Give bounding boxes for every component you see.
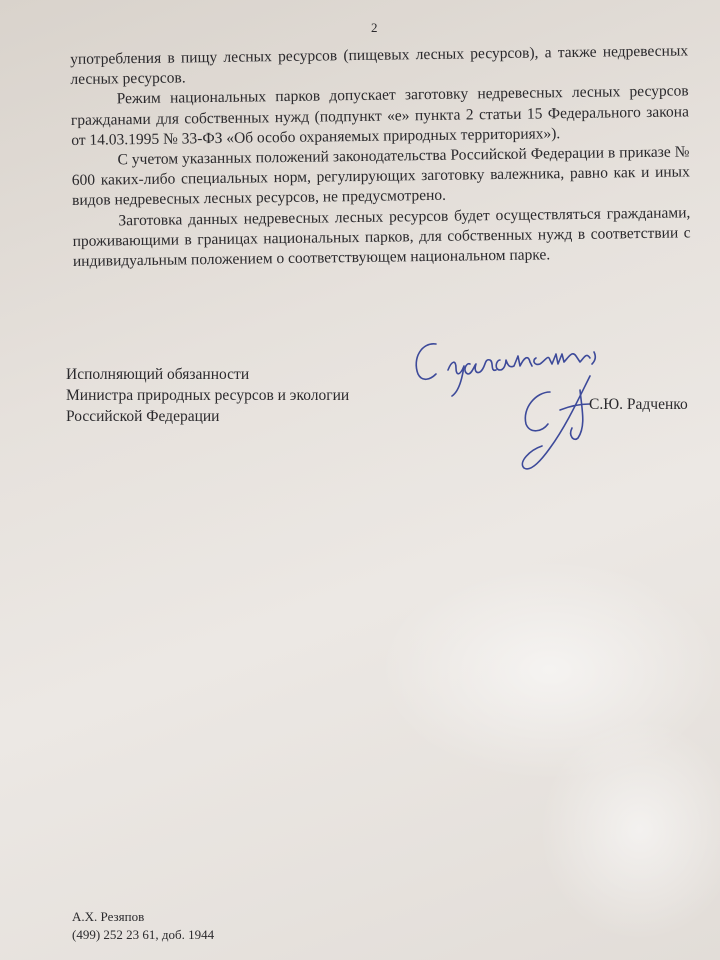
paragraph: С учетом указанных положений законодательства Российской Федерации в приказе № 600 каких-либо специальных норм, регулирующих заготовку валежника, равно как и иных видов недревесных лесных ресурсов, не предусмотрено. [71,143,690,210]
paragraph: Заготовка данных недревесных лесных ресурсов будет осуществляться гражданами, проживающими в границах национальных парков, для собственных нужд в соответствии с индивидуальным положением о соответствующем национальном парке. [72,203,691,271]
executor-name: А.Х. Резяпов [72,909,145,924]
signer-name: С.Ю. Радченко [589,396,688,413]
signature-stroke [592,352,595,364]
paragraph: употребления в пищу лесных ресурсов (пищевых лесных ресурсов), а также недревесных лесных ресурсов. [70,42,689,89]
executor-phone: (499) 252 23 61, доб. 1944 [72,927,215,942]
signature-stroke [496,356,532,370]
signature-stroke [465,360,496,374]
signature-stroke [416,344,436,379]
signature-stroke [525,392,550,431]
light-glare [380,560,720,780]
page-number: 2 [371,20,378,35]
signature-stroke [448,362,464,396]
signature-stroke [571,390,583,439]
position-line: Министра природных ресурсов и экологии [66,387,350,404]
signature-stroke [534,354,590,365]
letter-body [70,41,691,272]
position-line: Российской Федерации [66,408,220,425]
paragraph: Режим национальных парков допускает заготовку недревесных лесных ресурсов гражданами для собственных нужд (подпункт «е» пункта 2 статьи 15 Федерального закона от 14.03.1995 № 33-ФЗ «Об особо охраняемых природных территориях»). [70,82,690,149]
executor-contact [72,908,214,944]
light-glare [540,720,720,940]
signatory-position [66,364,349,427]
position-line: Исполняющий обязанности [66,366,250,383]
